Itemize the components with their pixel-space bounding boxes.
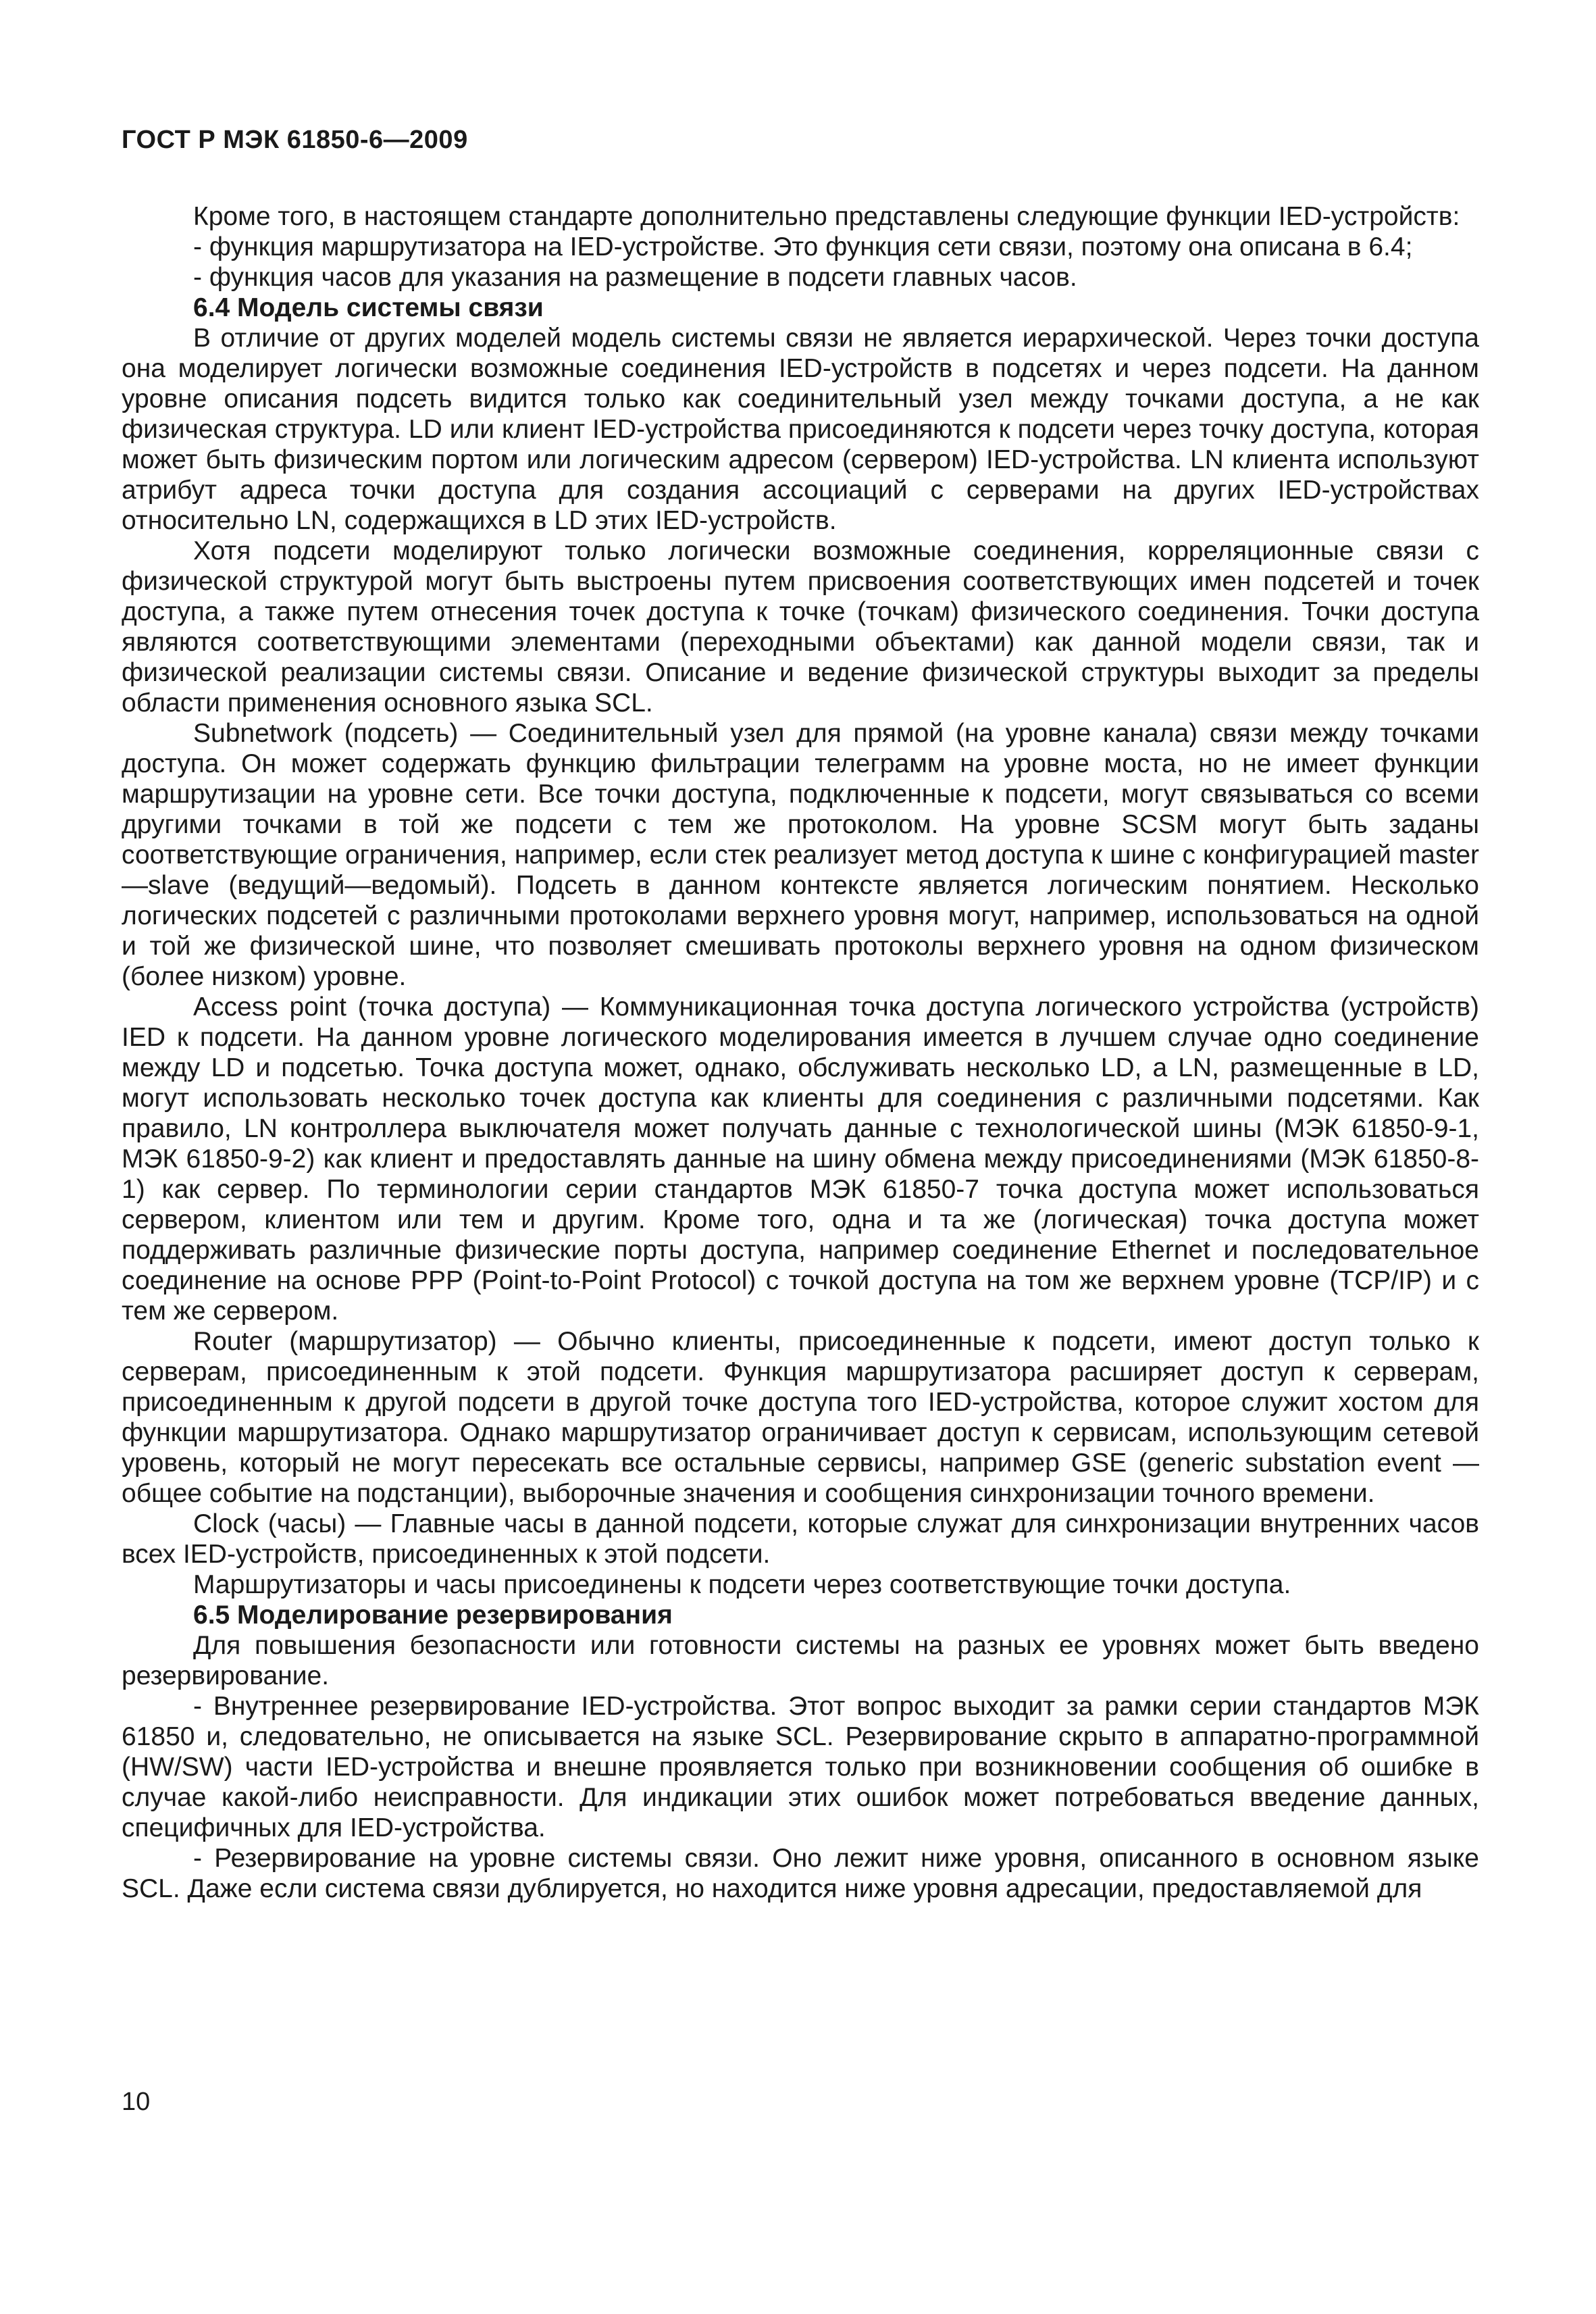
- definition-clock: Clock (часы) — Главные часы в данной подсети, которые служат для синхронизации внутренних часов всех IED-устройств, присоединенных к этой подсети.: [122, 1509, 1479, 1569]
- section-heading: 6.4 Модель системы связи: [193, 293, 544, 322]
- list-item: - Резервирование на уровне системы связи. Оно лежит ниже уровня, описанного в основном языке SCL. Даже если система связи дублируется, но находится ниже уровня адресации, предоставляемой для: [122, 1844, 1479, 1903]
- page-number: 10: [122, 2088, 151, 2116]
- paragraph: Хотя подсети моделируют только логически возможные соединения, корреляционные связи с физической структурой могут быть выстроены путем присвоения соответствующих имен подсетей и точек доступа, а также путем отнесения точек доступа к точке (точкам) физического соединения. Точки доступа являются соответствующими элементами (переходными объектами) как данной модели связи, так и физической реализации системы связи. Описание и ведение физической структуры выходит за пределы области применения основного языка SCL.: [122, 536, 1479, 718]
- list-item: - Внутреннее резервирование IED-устройства. Этот вопрос выходит за рамки серии стандартов МЭК 61850 и, следовательно, не описывается на языке SCL. Резервирование скрыто в аппаратно-программной (HW/SW) части IED-устройства и внешне проявляется только при возникновении сообщения об ошибке в случае какой-либо неисправности. Для индикации этих ошибок может потребоваться введение данных, специфичных для IED-устройства.: [122, 1692, 1479, 1842]
- paragraph: В отличие от других моделей модель системы связи не является иерархической. Через точки доступа она моделирует логически возможные соединения IED-устройств в подсетях и через подсети. На данном уровне описания подсеть видится только как соединительный узел между точками доступа, а не как физическая структура. LD или клиент IED-устройства присоединяются к подсети через точку доступа, которая может быть физическим портом или логическим адресом (сервером) IED-устройства. LN клиента используют атрибут адреса точки доступа для создания ассоциаций с серверами на других IED-устройствах относительно LN, содержащихся в LD этих IED-устройств.: [122, 324, 1479, 535]
- paragraph: Маршрутизаторы и часы присоединены к подсети через соответствующие точки доступа.: [193, 1570, 1291, 1599]
- paragraph: Кроме того, в настоящем стандарте дополнительно представлены следующие функции IED-устройств:: [193, 202, 1460, 231]
- definition-access-point: Access point (точка доступа) — Коммуникационная точка доступа логического устройства (устройств) IED к подсети. На данном уровне логического моделирования имеется в лучшем случае одно соединение между LD и подсетью. Точка доступа может, однако, обслуживать несколько LD, а LN, размещенные в LD, могут использовать несколько точек доступа как клиенты для соединения с различными подсетями. Как правило, LN контроллера выключателя может получать данные с технологической шины (МЭК 61850-9-1, МЭК 61850-9-2) как клиент и предоставлять данные на шину обмена между присоединениями (МЭК 61850-8-1) как сервер. По терминологии серии стандартов МЭК 61850-7 точка доступа может использоваться сервером, клиентом или тем и другим. Кроме того, одна и та же (логическая) точка доступа может поддерживать различные физические порты доступа, например соединение Ethernet и последовательное соединение на основе PPP (Point-to-Point Protocol) с точкой доступа на том же верхнем уровне (TCP/IP) и с тем же сервером.: [122, 992, 1479, 1326]
- paragraph: Для повышения безопасности или готовности системы на разных ее уровнях может быть введено резервирование.: [122, 1631, 1479, 1690]
- document-header: ГОСТ Р МЭК 61850-6—2009: [122, 126, 468, 154]
- definition-subnetwork: Subnetwork (подсеть) — Соединительный узел для прямой (на уровне канала) связи между точками доступа. Он может содержать функцию фильтрации телеграмм на уровне моста, но не имеет функции маршрутизации на уровне сети. Все точки доступа, подключенные к подсети, могут связываться со всеми другими точками в той же подсети с тем же протоколом. На уровне SCSM могут быть заданы соответствующие ограничения, например, если стек реализует метод доступа к шине с конфигурацией master—slave (ведущий—ведомый). Подсеть в данном контексте является логическим понятием. Несколько логических подсетей с различными протоколами верхнего уровня могут, например, использоваться на одной и той же физической шине, что позволяет смешивать протоколы верхнего уровня на одном физическом (более низком) уровне.: [122, 719, 1479, 991]
- definition-router: Router (маршрутизатор) — Обычно клиенты, присоединенные к подсети, имеют доступ только к серверам, присоединенным к этой подсети. Функция маршрутизатора расширяет доступ к серверам, присоединенным к другой подсети в другой точке доступа того IED-устройства, которое служит хостом для функции маршрутизатора. Однако маршрутизатор ограничивает доступ к сервисам, использующим сетевой уровень, который не могут пересекать все остальные сервисы, например GSE (generic substation event — общее событие на подстанции), выборочные значения и сообщения синхронизации точного времени.: [122, 1327, 1479, 1508]
- document-body: [122, 201, 1479, 1904]
- list-item: - функция маршрутизатора на IED-устройстве. Это функция сети связи, поэтому она описана в 6.4;: [193, 232, 1413, 261]
- section-heading: 6.5 Моделирование резервирования: [193, 1601, 673, 1630]
- list-item: - функция часов для указания на размещение в подсети главных часов.: [193, 263, 1077, 292]
